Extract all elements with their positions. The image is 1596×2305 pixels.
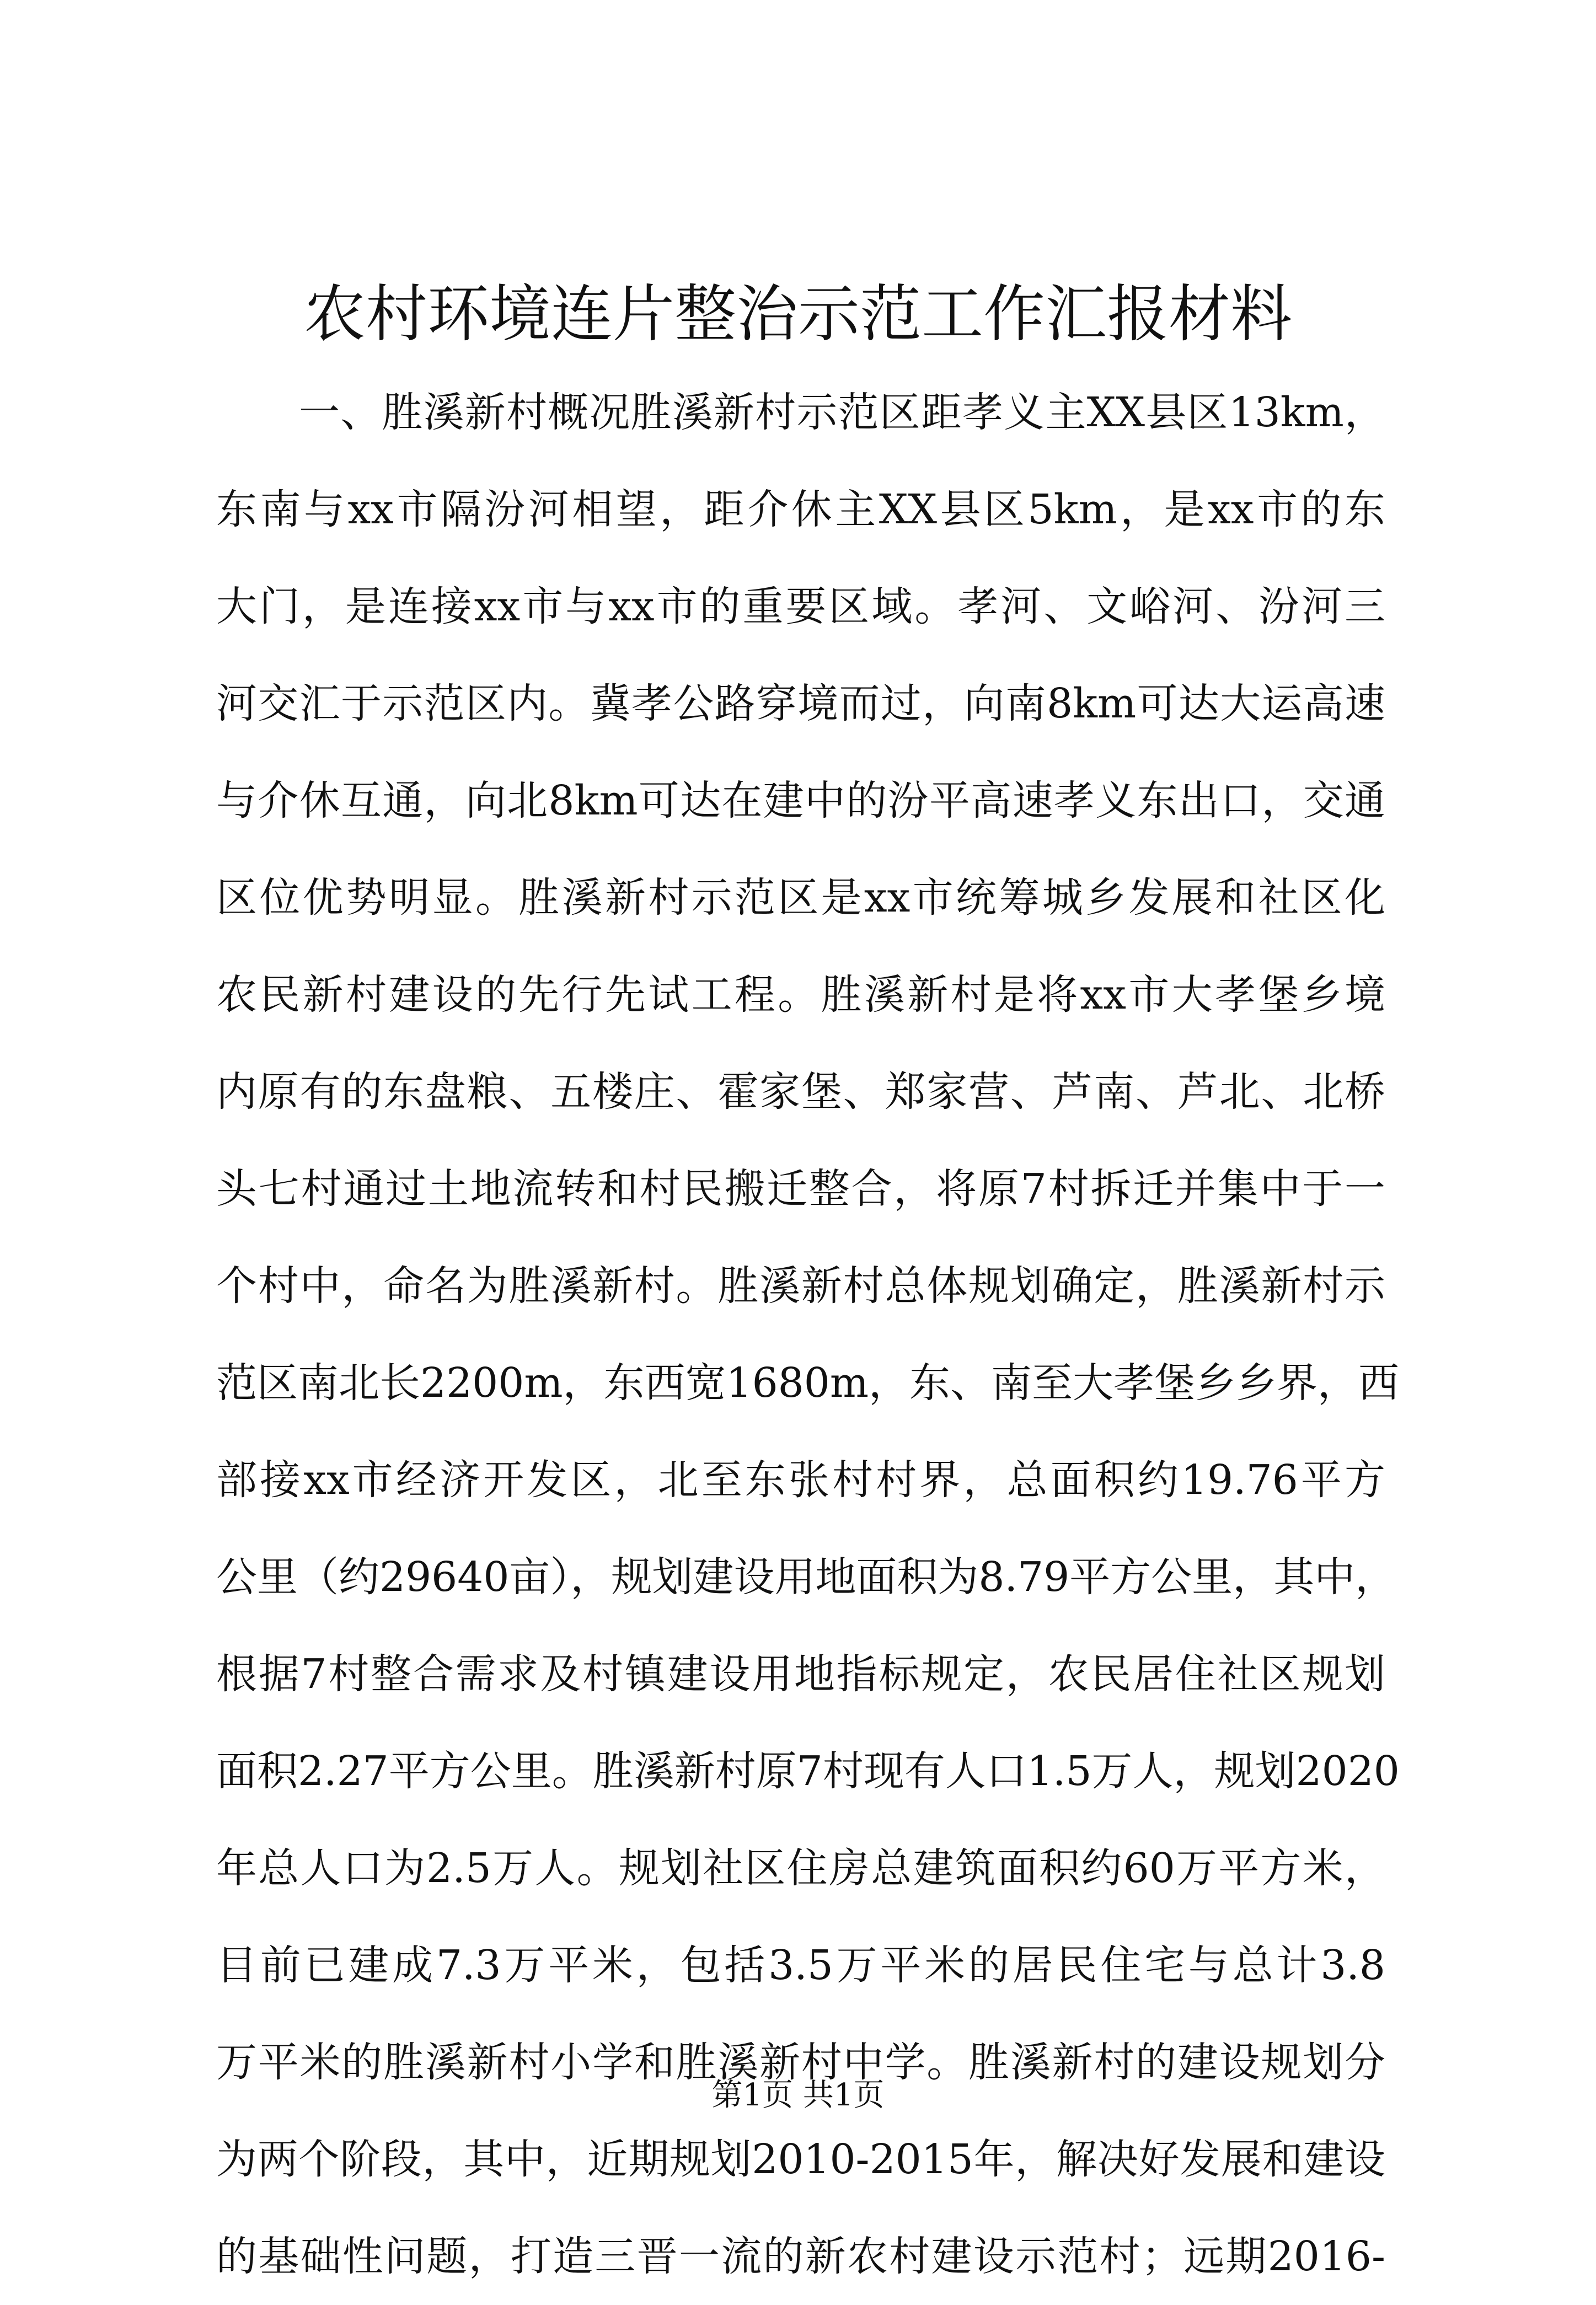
body-line: 内原有的东盘粮、五楼庄、霍家堡、郑家营、芦南、芦北、北桥 — [216, 1068, 1385, 1116]
body-line: 为两个阶段，其中，近期规划2010-2015年，解决好发展和建设 — [216, 2136, 1385, 2183]
body-line: 河交汇于示范区内。冀孝公路穿境而过，向南8km可达大运高速 — [216, 680, 1385, 727]
body-line: 大门，是连接xx市与xx市的重要区域。孝河、文峪河、汾河三 — [216, 583, 1385, 630]
body-line: 与介休互通，向北8km可达在建中的汾平高速孝义东出口，交通 — [216, 777, 1385, 824]
body-line: 目前已建成7.3万平米，包括3.5万平米的居民住宅与总计3.8 — [216, 1942, 1385, 1989]
body-line: 头七村通过土地流转和村民搬迁整合，将原7村拆迁并集中于一 — [216, 1165, 1385, 1213]
body-line: 万平米的胜溪新村小学和胜溪新村中学。胜溪新村的建设规划分 — [216, 2039, 1385, 2086]
page-footer: 第1页 共1页 — [711, 2077, 885, 2113]
document-title: 农村环境连片整治示范工作汇报材料 — [304, 278, 1292, 350]
body-line: 农民新村建设的先行先试工程。胜溪新村是将xx市大孝堡乡境 — [216, 971, 1385, 1019]
body-line: 区位优势明显。胜溪新村示范区是xx市统筹城乡发展和社区化 — [216, 874, 1385, 921]
body-line: 面积2.27平方公里。胜溪新村原7村现有人口1.5万人，规划2020 — [216, 1747, 1400, 1795]
body-line: 根据7村整合需求及村镇建设用地指标规定，农民居住社区规划 — [216, 1650, 1385, 1698]
body-line: 一、胜溪新村概况胜溪新村示范区距孝义主XX县区13km， — [299, 389, 1385, 436]
body-line: 范区南北长2200m，东西宽1680m，东、南至大孝堡乡乡界，西 — [216, 1359, 1399, 1407]
body-line: 部接xx市经济开发区，北至东张村村界，总面积约19.76平方 — [216, 1456, 1385, 1504]
body-line: 个村中，命名为胜溪新村。胜溪新村总体规划确定，胜溪新村示 — [216, 1262, 1385, 1310]
body-line: 的基础性问题，打造三晋一流的新农村建设示范村；远期2016- — [216, 2233, 1385, 2280]
document-body — [216, 364, 1400, 2305]
body-line: 公里（约29640亩），规划建设用地面积为8.79平方公里，其中， — [216, 1553, 1396, 1601]
body-line: 东南与xx市隔汾河相望，距介休主XX县区5km，是xx市的东 — [216, 486, 1385, 533]
body-line: 年总人口为2.5万人。规划社区住房总建筑面积约60万平方米， — [216, 1845, 1385, 1892]
